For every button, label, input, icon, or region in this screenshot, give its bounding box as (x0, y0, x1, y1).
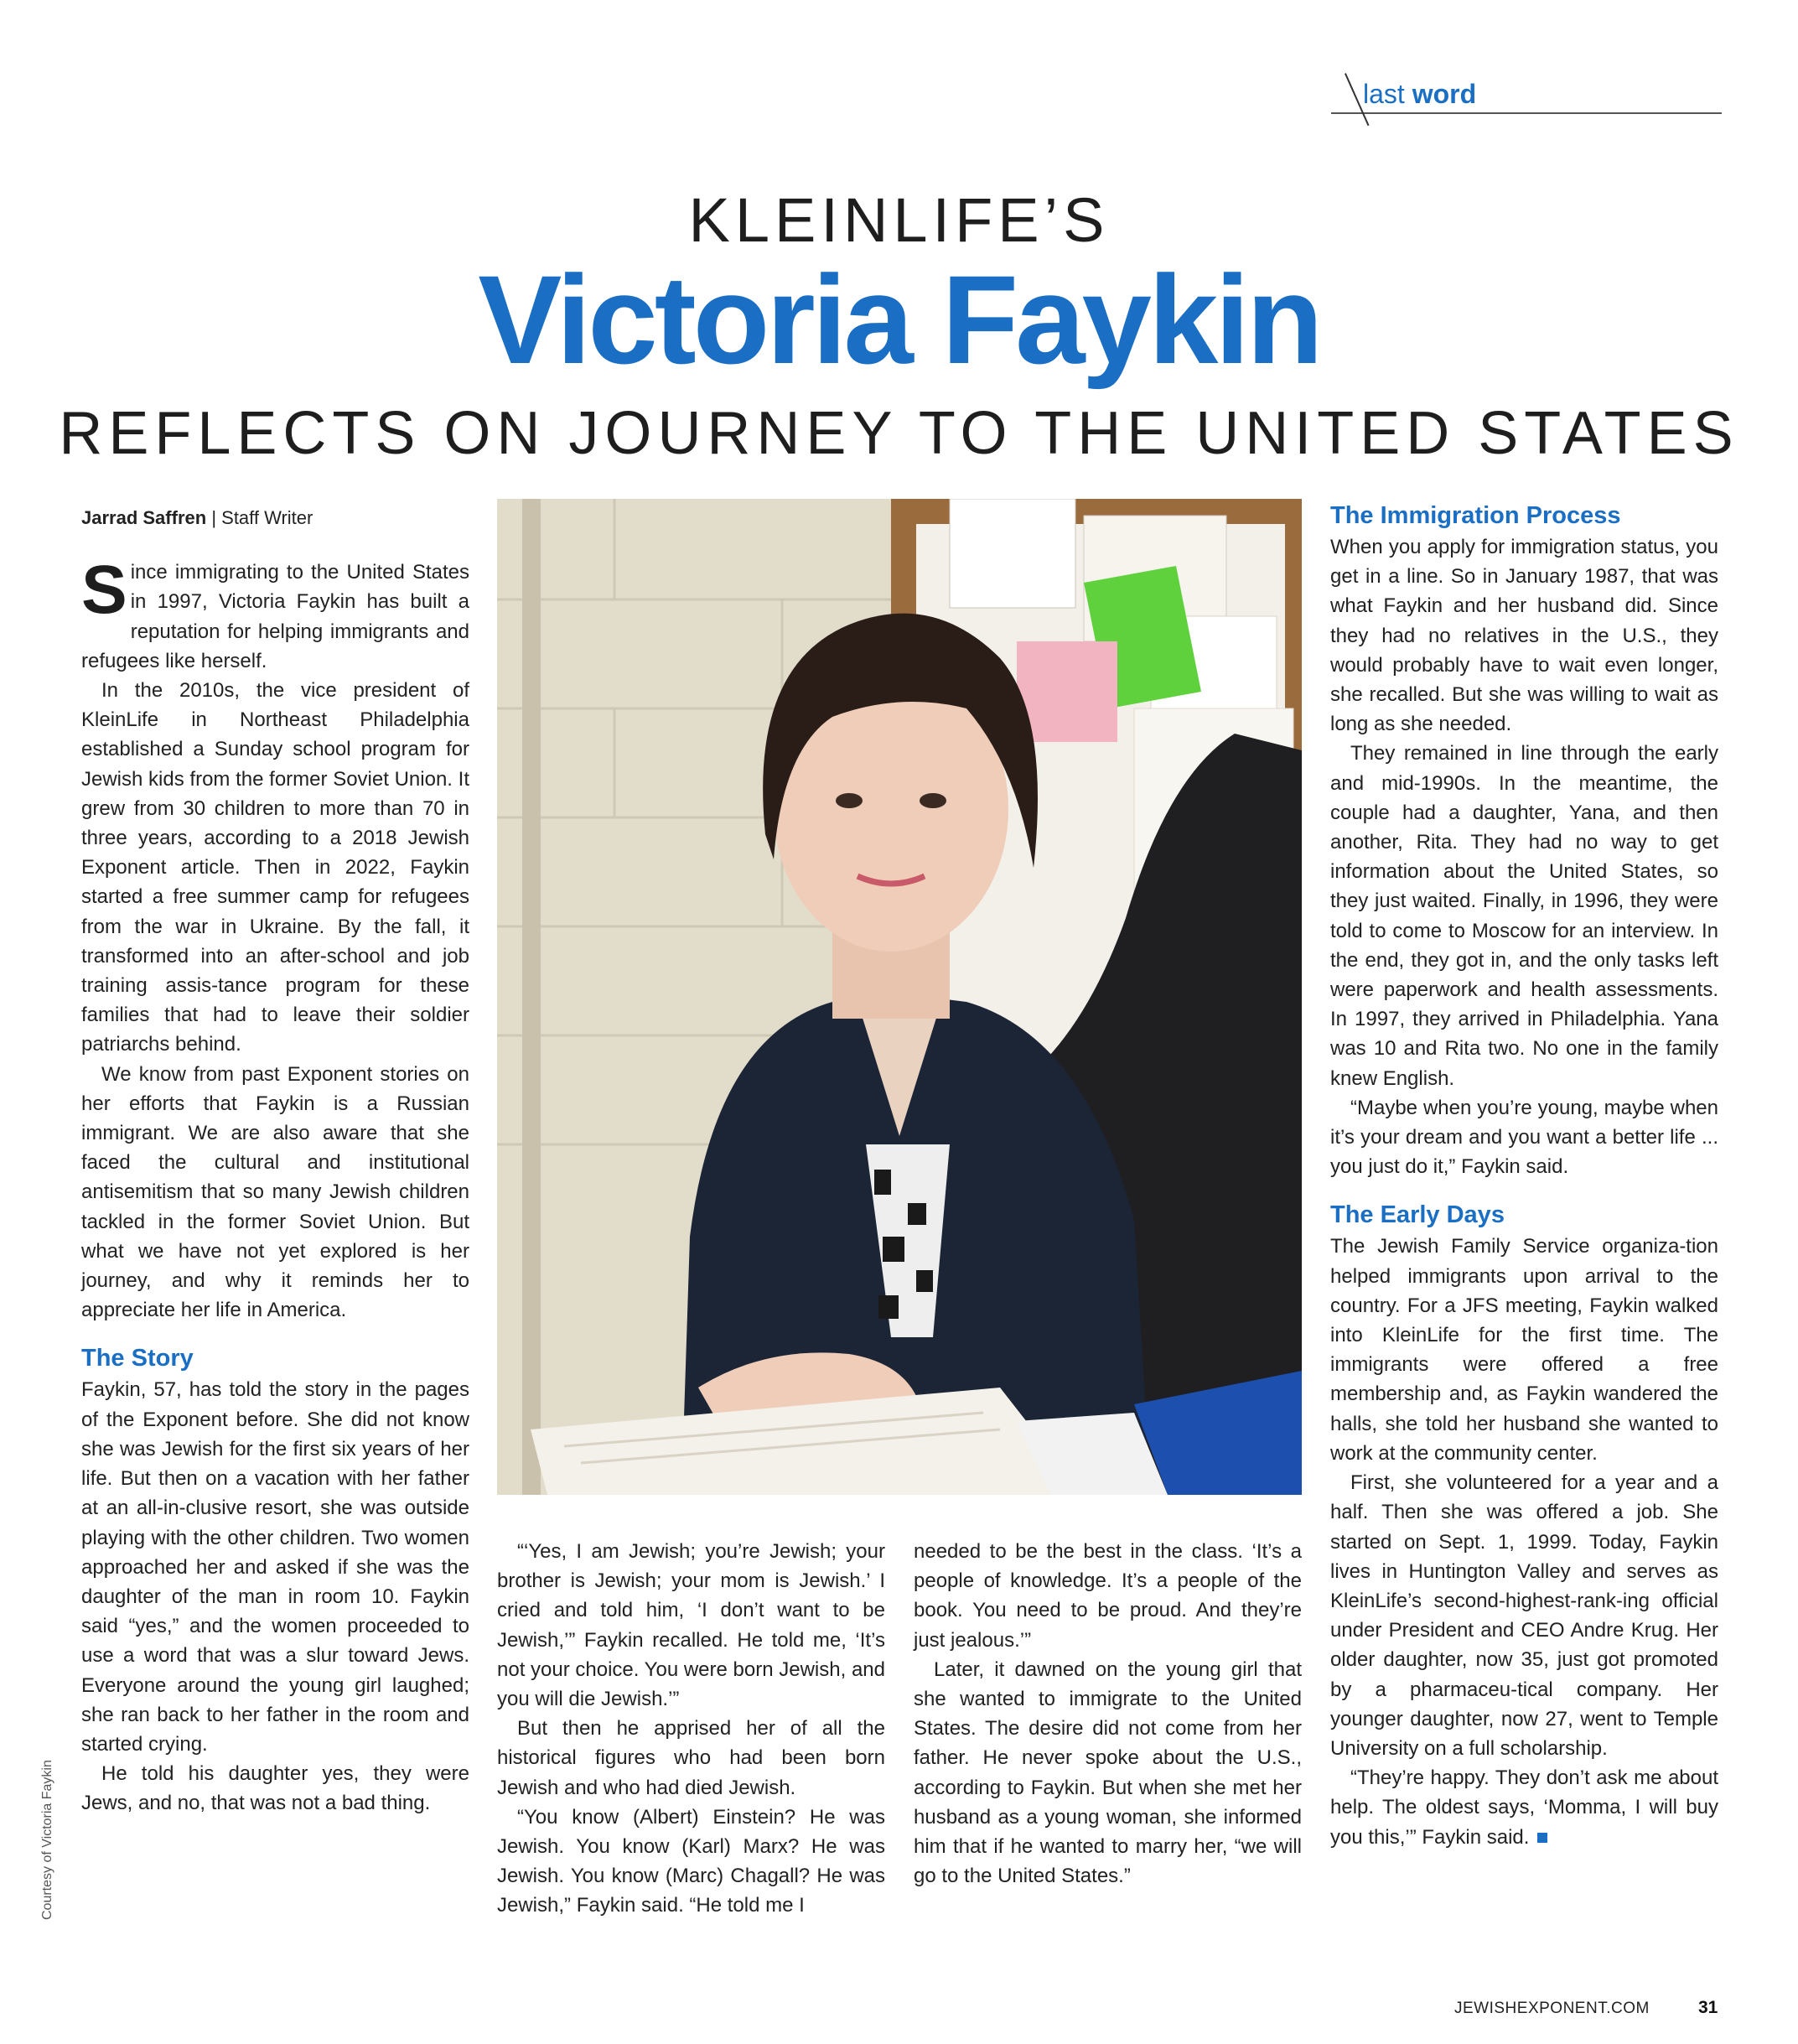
drop-cap: S (81, 552, 127, 629)
immigration-paragraph-3: “Maybe when you’re young, maybe when it’s your dream and you want a better life ... you just do it,” Faykin said. (1330, 1096, 1718, 1179)
early-paragraph-2: First, she volunteered for a year and a half. Then she was offered a job. She started on Sept. 1, 1999. Today, Faykin lives in Huntington Valley and serves as KleinLife’s second-highest-rank-ing official under President and CEO Andre Krug. Her older daughter, now 35, just got promoted by a pharmaceu-tical company. Her younger daughter, now 27, went to Temple University on a full scholarship. (1330, 1471, 1718, 1760)
footer-site: JEWISHEXPONENT.COM (1454, 2000, 1650, 2017)
story-paragraph-1: Faykin, 57, has told the story in the pages of the Exponent before. She did not know she was Jewish for the first six years of her life. But then on a vacation with her father at an all-in-clusive resort, she was outside playing with the other children. Two women approached her and asked if she was the daughter of the man in room 10. Faykin said “yes,” and the women proceeded to use a word that was a slur toward Jews. Everyone around the young girl laughed; she ran back to her father in the room and started crying. (81, 1378, 469, 1756)
early-paragraph-3-text: “They’re happy. They don’t ask me about help. The oldest says, ‘Momma, I will buy you this,’” Faykin said. (1330, 1766, 1718, 1849)
immigration-paragraph-1: When you apply for immigration status, you get in a line. So in January 1987, that was what Faykin and her husband did. Since they had no relatives in the U.S., they would probably have to wait even longer, she recalled. But she was willing to wait as long as she needed. (1330, 536, 1718, 736)
story-paragraph-2: He told his daughter yes, they were Jews, and no, that was not a bad thing. (81, 1762, 469, 1815)
byline-author: Jarrad Saffren (81, 507, 207, 528)
col3-paragraph-2: Later, it dawned on the young girl that she wanted to immigrate to the United States. The desire did not come from her father. He never spoke about the U.S., according to Faykin. But when she met her husband as a young woman, she informed him that if he wanted to marry her, “we will go to the United States.” (914, 1658, 1302, 1888)
subhead-immigration-process: The Immigration Process (1330, 502, 1621, 529)
column-1 (81, 503, 469, 1818)
end-mark-icon (1537, 1833, 1547, 1843)
early-paragraph-1: The Jewish Family Service organiza-tion helped immigrants upon arrival to the country. For a JFS meeting, Faykin walked into KleinLife for the first time. The immigrants were offered a free membership and, as Faykin wandered the halls, she told her husband she wanted to work at the community center. (1330, 1235, 1718, 1465)
column-3 (914, 1537, 1302, 1891)
column-2 (497, 1537, 885, 1921)
section-label-light: last (1363, 79, 1405, 109)
section-tag (1331, 77, 1722, 114)
headline-deck: REFLECTS ON JOURNEY TO THE UNITED STATES (59, 400, 1739, 467)
intro-paragraph-1-text: ince immigrating to the United States in 1997, Victoria Faykin has built a reputation for helping immigrants and refugees like herself. (81, 561, 469, 672)
byline-role: | Staff Writer (211, 507, 313, 528)
column-4 (1330, 501, 1718, 1852)
headline-kicker: KLEINLIFE’S (688, 185, 1110, 255)
col2-paragraph-3: “You know (Albert) Einstein? He was Jewish. You know (Karl) Marx? He was Jewish. You know (Marc) Chagall? He was Jewish,” Faykin said. “He told me I (497, 1805, 885, 1917)
photo-credit: Courtesy of Victoria Faykin (40, 1760, 54, 1920)
section-label-bold: word (1412, 79, 1477, 109)
byline (81, 503, 469, 532)
intro-paragraph-2: In the 2010s, the vice president of KleinLife in Northeast Philadelphia established a Sunday school program for Jewish kids from the former Soviet Union. It grew from 30 children to more than 70 in three years, according to a 2018 Jewish Exponent article. Then in 2022, Faykin started a free summer camp for refugees from the war in Ukraine. By the fall, it transformed into an after-school and job training assis-tance program for these families that had to leave their soldier patriarchs behind. (81, 679, 469, 1056)
portrait-photo (497, 499, 1302, 1495)
subhead-the-story: The Story (81, 1345, 194, 1372)
early-paragraph-3 (1330, 1763, 1718, 1852)
section-label (1363, 79, 1476, 110)
col3-paragraph-1: needed to be the best in the class. ‘It’s a people of knowledge. It’s a people of the book. You need to be proud. And they’re just jealous.’” (914, 1540, 1302, 1652)
portrait-illustration (497, 499, 1302, 1495)
intro-paragraph-1 (81, 552, 469, 676)
col2-paragraph-2: But then he apprised her of all the historical figures who had been born Jewish and who had died Jewish. (497, 1717, 885, 1799)
col2-paragraph-1: “‘Yes, I am Jewish; you’re Jewish; your brother is Jewish; your mom is Jewish.’ I cried and told him, ‘I don’t want to be Jewish,’” Faykin recalled. He told me, ‘It’s not your choice. You were born Jewish, and you will die Jewish.’” (497, 1540, 885, 1711)
subhead-early-days: The Early Days (1330, 1201, 1505, 1229)
immigration-paragraph-2: They remained in line through the early and mid-1990s. In the meantime, the couple had a daughter, Yana, and then another, Rita. They had no way to get information about the United States, so they just waited. Finally, in 1996, they were told to come to Moscow for an interview. In the end, they got in, and the only tasks left were paperwork and health assessments. In 1997, they arrived in Philadelphia. Yana was 10 and Rita two. No one in the family knew English. (1330, 742, 1718, 1090)
headline-name: Victoria Faykin (478, 249, 1320, 390)
intro-paragraph-3: We know from past Exponent stories on her efforts that Faykin is a Russian immigrant. We are also aware that she faced the cultural and institutional antisemitism that so many Jewish children tackled in the former Soviet Union. But what we have not yet explored is her journey, and why it reminds her to appreciate her life in America. (81, 1062, 469, 1322)
page-number: 31 (1698, 1998, 1718, 2017)
